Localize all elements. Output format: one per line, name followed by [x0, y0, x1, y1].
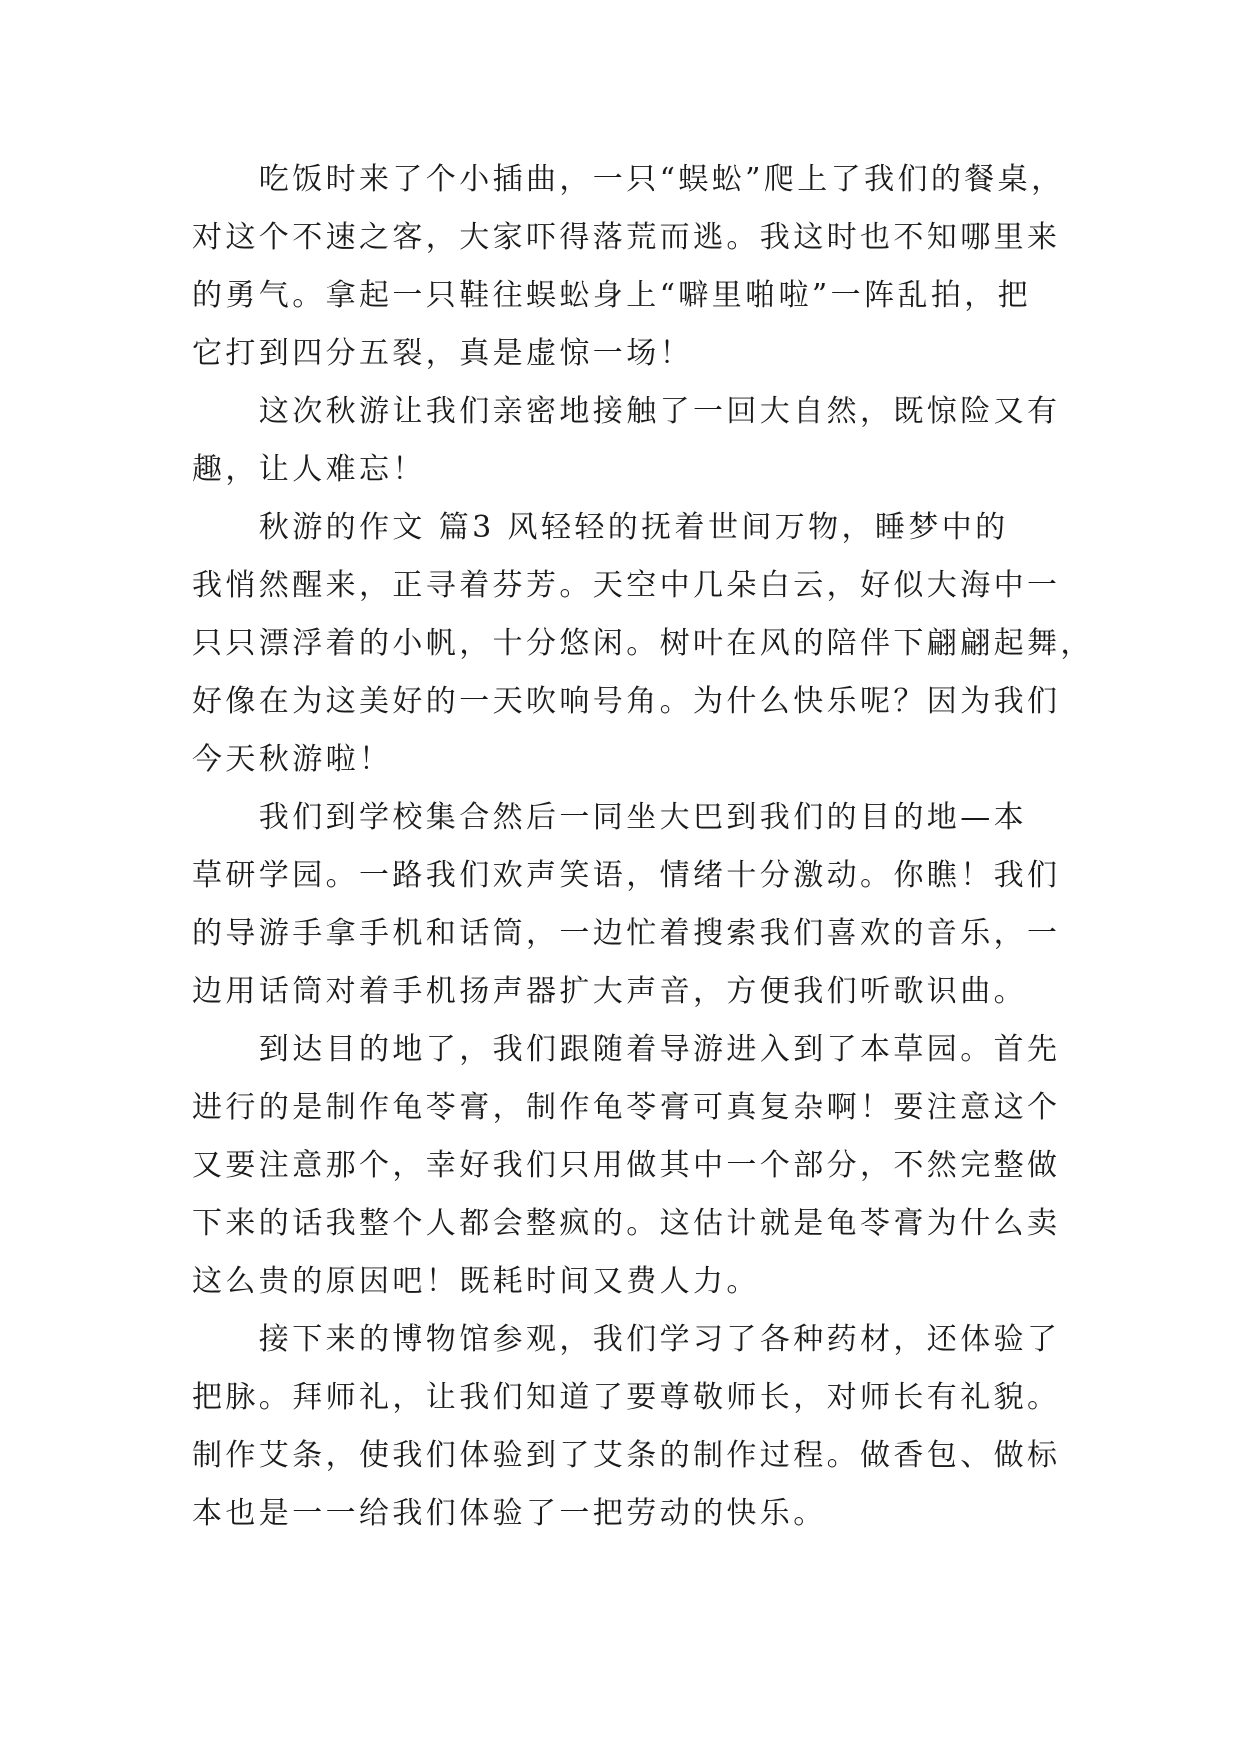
- text-line: 制作艾条，使我们体验到了艾条的制作过程。做香包、做标: [192, 1438, 1061, 1473]
- text-line: 这次秋游让我们亲密地接触了一回大自然，既惊险又有: [192, 394, 1061, 429]
- text-line: 把脉。拜师礼，让我们知道了要尊敬师长，对师长有礼貌。: [192, 1380, 1061, 1415]
- text-line: 本也是一一给我们体验了一把劳动的快乐。: [192, 1496, 827, 1531]
- text-line: 对这个不速之客，大家吓得落荒而逃。我这时也不知哪里来: [192, 220, 1061, 255]
- text-line: 进行的是制作龟苓膏，制作龟苓膏可真复杂啊！要注意这个: [192, 1090, 1061, 1125]
- text-line: 这么贵的原因吧！既耗时间又费人力。: [192, 1264, 760, 1299]
- text-line: 趣，让人难忘！: [192, 452, 426, 487]
- text-line: 我悄然醒来，正寻着芬芳。天空中几朵白云，好似大海中一: [192, 568, 1061, 603]
- text-line: 我们到学校集合然后一同坐大巴到我们的目的地—本: [192, 800, 1027, 835]
- text-line: 接下来的博物馆参观，我们学习了各种药材，还体验了: [192, 1322, 1061, 1357]
- text-line: 下来的话我整个人都会整疯的。这估计就是龟苓膏为什么卖: [192, 1206, 1061, 1241]
- text-line: 只只漂浮着的小帆，十分悠闲。树叶在风的陪伴下翩翩起舞，: [192, 626, 1094, 661]
- text-line: 草研学园。一路我们欢声笑语，情绪十分激动。你瞧！我们: [192, 858, 1061, 893]
- text-line: 又要注意那个，幸好我们只用做其中一个部分，不然完整做: [192, 1148, 1061, 1183]
- text-line: 好像在为这美好的一天吹响号角。为什么快乐呢？因为我们: [192, 684, 1061, 719]
- text-line: 的导游手拿手机和话筒，一边忙着搜索我们喜欢的音乐，一: [192, 916, 1061, 951]
- text-line: 吃饭时来了个小插曲，一只“蜈蚣”爬上了我们的餐桌，: [192, 162, 1065, 197]
- text-line: 秋游的作文 篇3 风轻轻的抚着世间万物，睡梦中的: [192, 510, 1009, 545]
- text-line: 今天秋游啦！: [192, 742, 393, 777]
- text-line: 的勇气。拿起一只鞋往蜈蚣身上“噼里啪啦”一阵乱拍，把: [192, 278, 1032, 313]
- text-line: 边用话筒对着手机扬声器扩大声音，方便我们听歌识曲。: [192, 974, 1027, 1009]
- text-line: 到达目的地了，我们跟随着导游进入到了本草园。首先: [192, 1032, 1061, 1067]
- text-line: 它打到四分五裂，真是虚惊一场！: [192, 336, 693, 371]
